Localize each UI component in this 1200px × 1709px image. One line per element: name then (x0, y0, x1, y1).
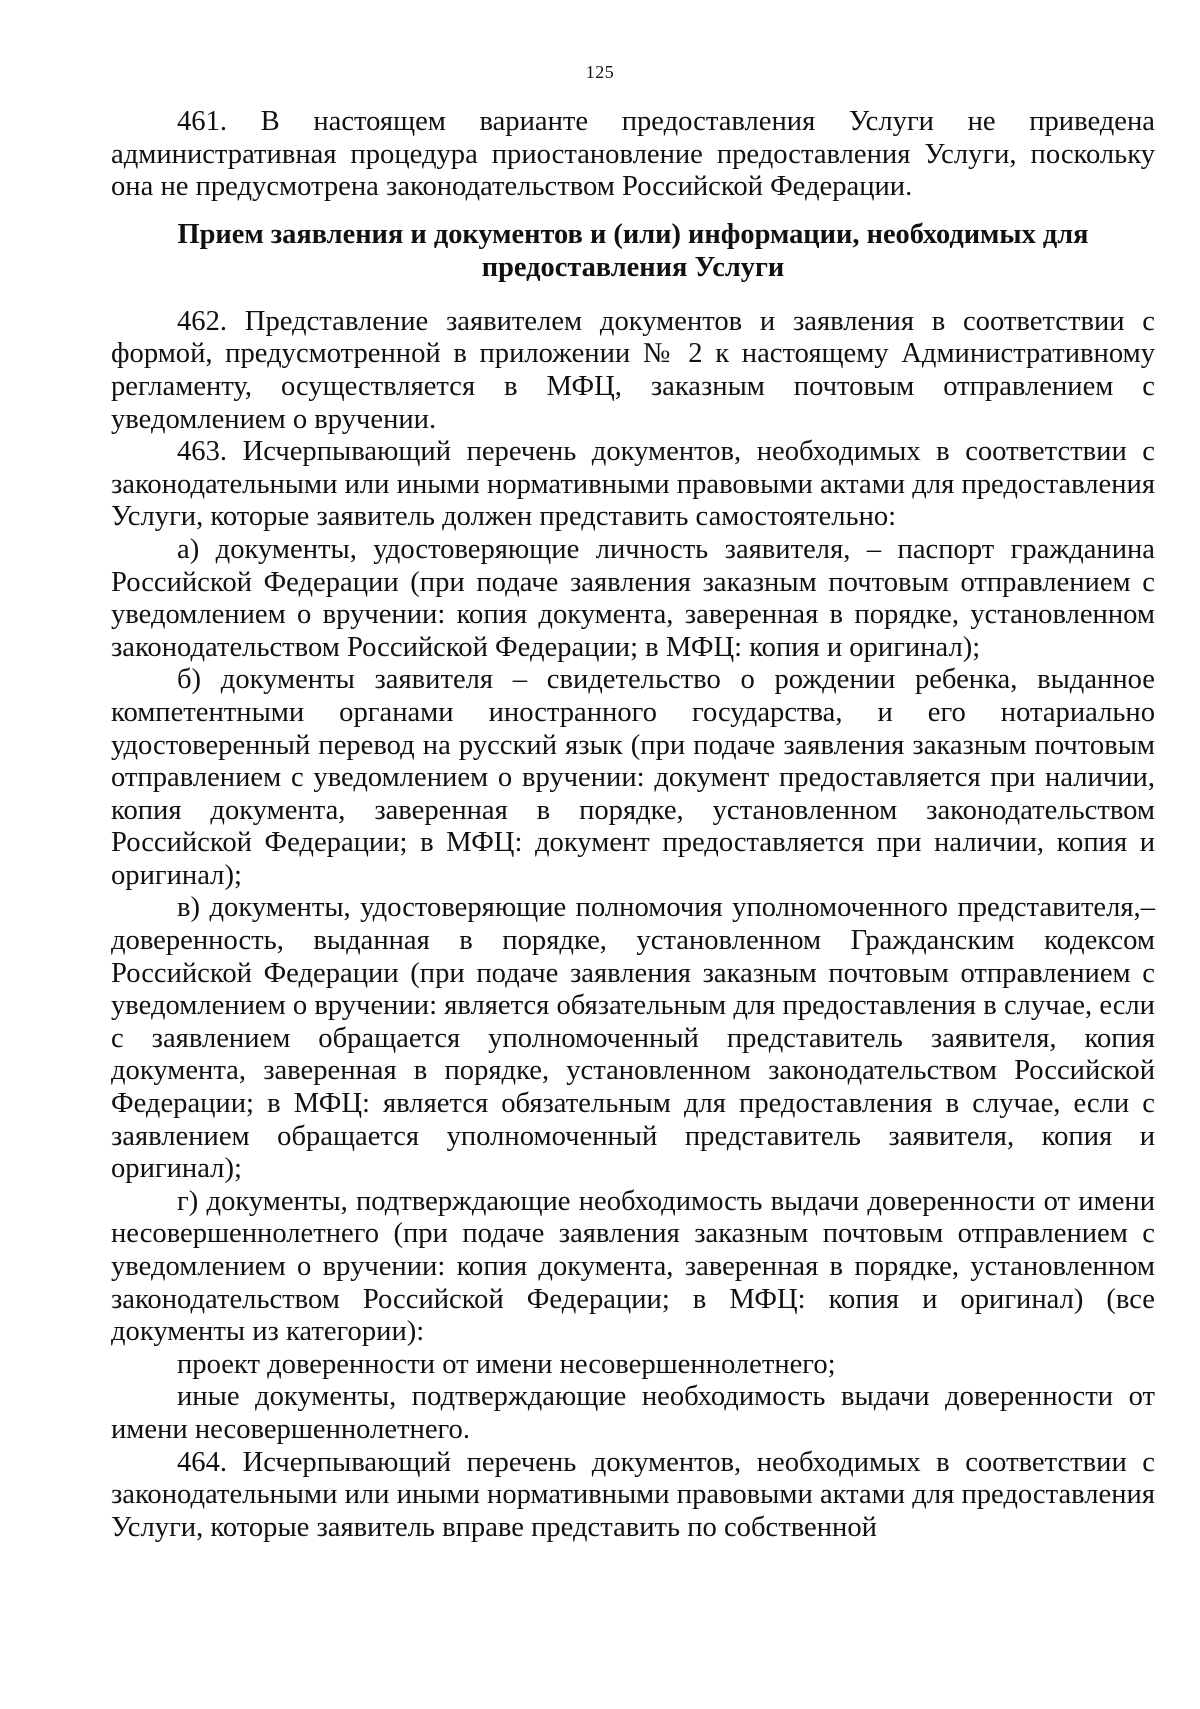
section-heading-line-2: предоставления Услуги (481, 251, 785, 283)
page-number: 125 (585, 62, 615, 82)
section-heading (111, 218, 1155, 284)
sub-item-power-of-attorney-draft: проект доверенности от имени несовершеннолетнего; (177, 1348, 836, 1380)
section-heading-line-1: Прием заявления и документов и (или) информации, необходимых для (177, 218, 1089, 250)
list-item-b: б) документы заявителя – свидетельство о рождении ребенка, выданное компетентными органами иностранного государства, и его нотариально удостоверенный перевод на русский язык (при подаче заявления заказным почтовым отправлением с уведомлением о вручении: документ предоставляется при наличии, копия документа, заверенная в порядке, установленном законодательством Российской Федерации; в МФЦ: документ предоставляется при наличии, копия и оригинал); (111, 664, 1155, 891)
paragraph-462: 462. Представление заявителем документов и заявления в соответствии с формой, предусмотренной в приложении № 2 к настоящему Административному регламенту, осуществляется в МФЦ, заказным почтовым отправлением с уведомлением о вручении. (111, 305, 1155, 435)
paragraph-464: 464. Исчерпывающий перечень документов, необходимых в соответствии с законодательными или иными нормативными правовыми актами для предоставления Услуги, которые заявитель вправе представить по собственной (111, 1446, 1155, 1543)
list-item-a: а) документы, удостоверяющие личность заявителя, – паспорт гражданина Российской Федерации (при подаче заявления заказным почтовым отправлением с уведомлением о вручении: копия документа, заверенная в порядке, установленном законодательством Российской Федерации; в МФЦ: копия и оригинал); (111, 533, 1155, 663)
paragraph-463: 463. Исчерпывающий перечень документов, необходимых в соответствии с законодательными или иными нормативными правовыми актами для предоставления Услуги, которые заявитель должен представить самостоятельно: (111, 436, 1155, 533)
sub-item-other-documents: иные документы, подтверждающие необходимость выдачи доверенности от имени несовершеннолетнего. (111, 1381, 1155, 1445)
list-item-v: в) документы, удостоверяющие полномочия уполномоченного представителя,– доверенность, выданная в порядке, установленном Гражданским кодексом Российской Федерации (при подаче заявления заказным почтовым отправлением с уведомлением о вручении: является обязательным для предоставления в случае, если с заявлением обращается уполномоченный представитель заявителя, копия документа, заверенная в порядке, установленном законодательством Российской Федерации; в МФЦ: является обязательным для предоставления в случае, если с заявлением обращается уполномоченный представитель заявителя, копия и оригинал); (111, 892, 1155, 1185)
paragraph-461: 461. В настоящем варианте предоставления Услуги не приведена административная процедура приостановление предоставления Услуги, поскольку она не предусмотрена законодательством Российской Федерации. (111, 106, 1155, 203)
list-item-g: г) документы, подтверждающие необходимость выдачи доверенности от имени несовершеннолетнего (при подаче заявления заказным почтовым отправлением с уведомлением о вручении: копия документа, заверенная в порядке, установленном законодательством Российской Федерации; в МФЦ: копия и оригинал) (все документы из категории): (111, 1185, 1155, 1348)
document-body (111, 106, 1155, 1544)
